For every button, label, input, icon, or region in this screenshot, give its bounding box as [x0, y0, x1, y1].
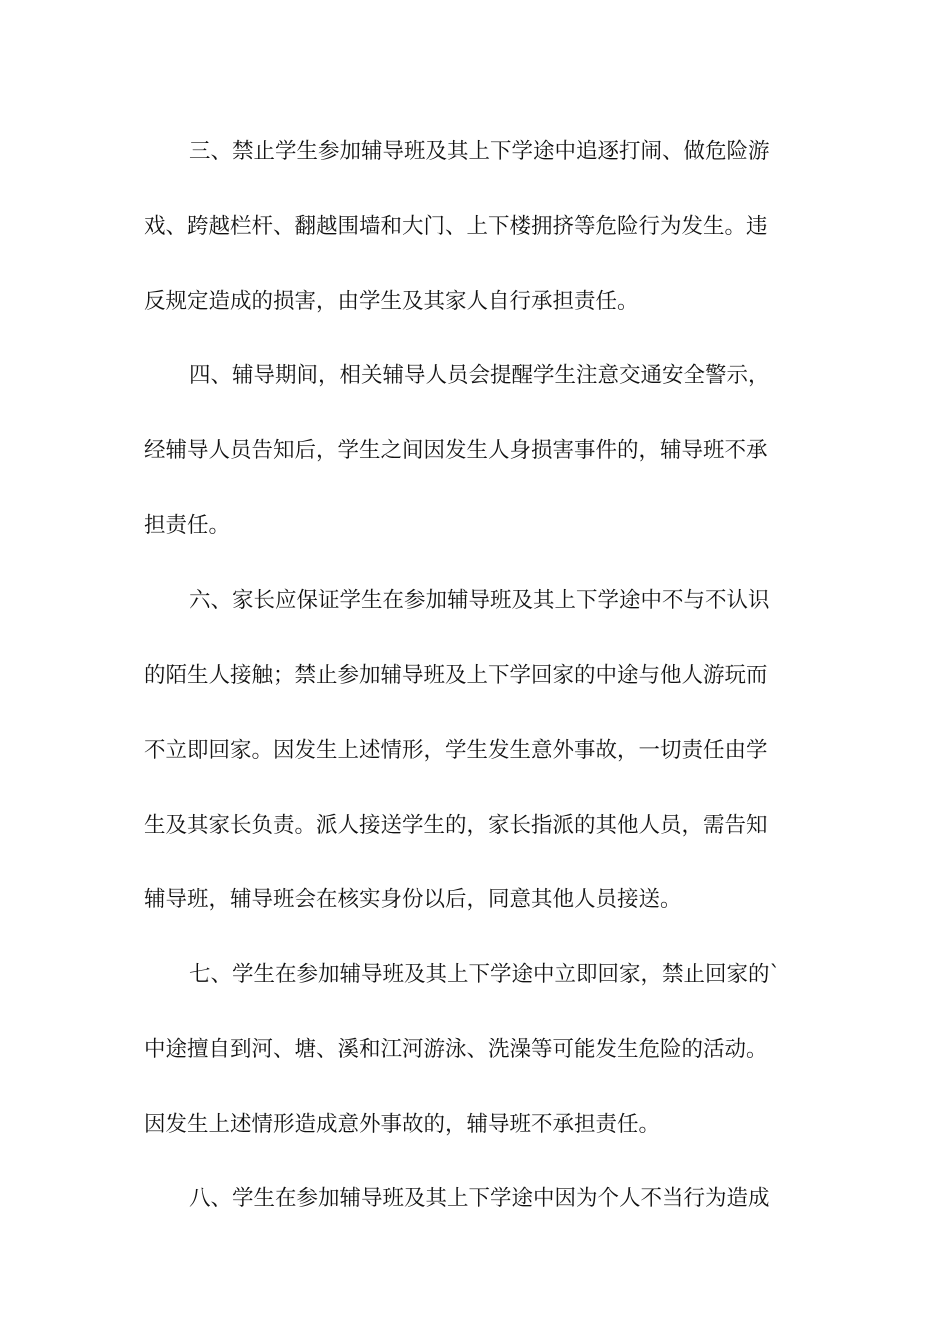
- paragraph-8-line-1: 八、学生在参加辅导班及其上下学途中因为个人不当行为造成: [189, 1186, 770, 1211]
- paragraph-6-line-1: 六、家长应保证学生在参加辅导班及其上下学途中不与不认识: [189, 588, 770, 613]
- paragraph-7-line-3: 因发生上述情形造成意外事故的，辅导班不承担责任。: [144, 1112, 661, 1137]
- paragraph-3-line-1: 三、禁止学生参加辅导班及其上下学途中追逐打闹、做危险游: [189, 139, 770, 164]
- paragraph-6-line-3: 不立即回家。因发生上述情形，学生发生意外事故，一切责任由学: [144, 738, 768, 763]
- paragraph-4-line-2: 经辅导人员告知后，学生之间因发生人身损害事件的，辅导班不承: [144, 438, 768, 463]
- paragraph-7-line-2: 中途擅自到河、塘、溪和江河游泳、洗澡等可能发生危险的活动。: [144, 1037, 768, 1062]
- paragraph-6-line-4: 生及其家长负责。派人接送学生的，家长指派的其他人员，需告知: [144, 813, 768, 838]
- paragraph-4-line-3: 担责任。: [144, 513, 231, 538]
- paragraph-3-line-2: 戏、跨越栏杆、翻越围墙和大门、上下楼拥挤等危险行为发生。违: [144, 214, 768, 239]
- paragraph-7-line-1: 七、学生在参加辅导班及其上下学途中立即回家，禁止回家的`: [189, 962, 781, 987]
- paragraph-3-line-3: 反规定造成的损害，由学生及其家人自行承担责任。: [144, 289, 639, 314]
- paragraph-6-line-2: 的陌生人接触；禁止参加辅导班及上下学回家的中途与他人游玩而: [144, 663, 768, 688]
- paragraph-6-line-5: 辅导班，辅导班会在核实身份以后，同意其他人员接送。: [144, 887, 682, 912]
- paragraph-4-line-1: 四、辅导期间，相关辅导人员会提醒学生注意交通安全警示，: [189, 363, 770, 388]
